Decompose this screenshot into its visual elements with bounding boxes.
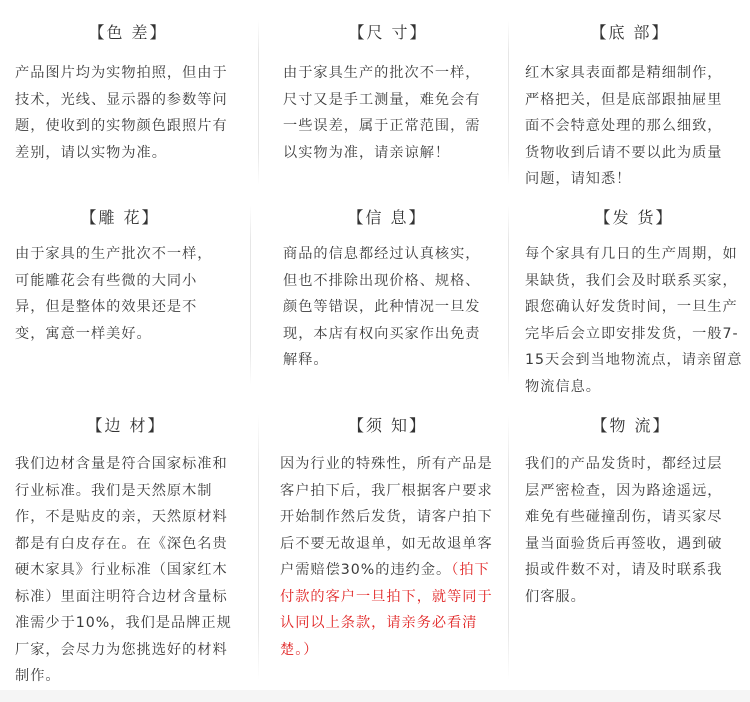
section-title: 【须 知】: [347, 416, 428, 435]
section-text: 产品图片均为实物拍照，但由于技术，光线、显示器的参数等问题，使收到的实物颜色跟照片有差别，请以实物为准。: [15, 65, 228, 161]
section-size: [283, 18, 493, 188]
section-color-difference: [15, 18, 241, 188]
section-logistics: [525, 411, 737, 681]
footer-band: [0, 690, 750, 702]
section-text: [280, 451, 495, 663]
section-text: 我们边材含量是符合国家标准和行业标准。我们是天然原木制作，不是贴皮的亲，天然原材料都是有白皮存在。在《深色名贵硬木家具》行业标准（国家红木标准）里面注明符合边材含量标准需少于10%，我们是品牌正规厂家，会尽力为您挑选好的材料制作。: [15, 456, 232, 684]
section-title: 【物 流】: [591, 416, 671, 435]
column-divider: [250, 205, 251, 385]
section-text-main: 因为行业的特殊性，所有产品是客户拍下后，我厂根据客户要求开始制作然后发货，请客户拍下后不要无故退单，如无故退单客户需赔偿30%的违约金。: [280, 456, 493, 578]
section-carving: [15, 203, 225, 383]
column-divider: [258, 20, 259, 185]
section-title: 【雕 花】: [80, 208, 160, 227]
section-title: 【发 货】: [594, 208, 674, 227]
section-text-warning: （拍下付款的客户一旦拍下，就等同于认同以上条款，请亲务必看清楚。）: [280, 562, 493, 658]
section-title: 【底 部】: [590, 23, 670, 42]
section-text: 由于家具生产的批次不一样，尺寸又是手工测量，难免会有一些误差，属于正常范围，需以实物为准，请亲谅解！: [283, 65, 481, 161]
column-divider: [508, 415, 509, 680]
section-title: 【信 息】: [347, 208, 427, 227]
section-bottom: [525, 18, 735, 188]
section-text: 我们的产品发货时，都经过层层严密检查，因为路途遥远，难免有些碰撞刮伤，请买家尽量当面验货后再签收，遇到破损或件数不对，请及时联系我们客服。: [525, 456, 723, 605]
section-title: 【色 差】: [88, 23, 168, 42]
column-divider: [508, 20, 509, 185]
section-notice: [280, 411, 495, 681]
section-information: [283, 203, 491, 383]
section-text: 每个家具有几日的生产周期，如果缺货，我们会及时联系买家，跟您确认好发货时间，一旦生产完毕后会立即安排发货，一般7-15天会到当地物流点，请亲留意物流信息。: [525, 246, 743, 395]
section-title: 【尺 寸】: [348, 23, 428, 42]
section-title: 【边 材】: [86, 416, 166, 435]
column-divider: [258, 415, 259, 680]
section-text: 红木家具表面都是精细制作，严格把关，但是底部跟抽屉里面不会特意处理的那么细致，货物收到后请不要以此为质量问题，请知悉！: [525, 65, 723, 187]
column-divider: [508, 205, 509, 385]
section-text: 商品的信息都经过认真核实，但也不排除出现价格、规格、颜色等错误，此种情况一旦发现，本店有权向买家作出免责解释。: [283, 246, 481, 368]
section-text: 由于家具的生产批次不一样，可能雕花会有些微的大同小异，但是整体的效果还是不变，寓意一样美好。: [15, 246, 213, 342]
section-shipping: [525, 203, 743, 395]
section-sapwood: [15, 411, 237, 684]
